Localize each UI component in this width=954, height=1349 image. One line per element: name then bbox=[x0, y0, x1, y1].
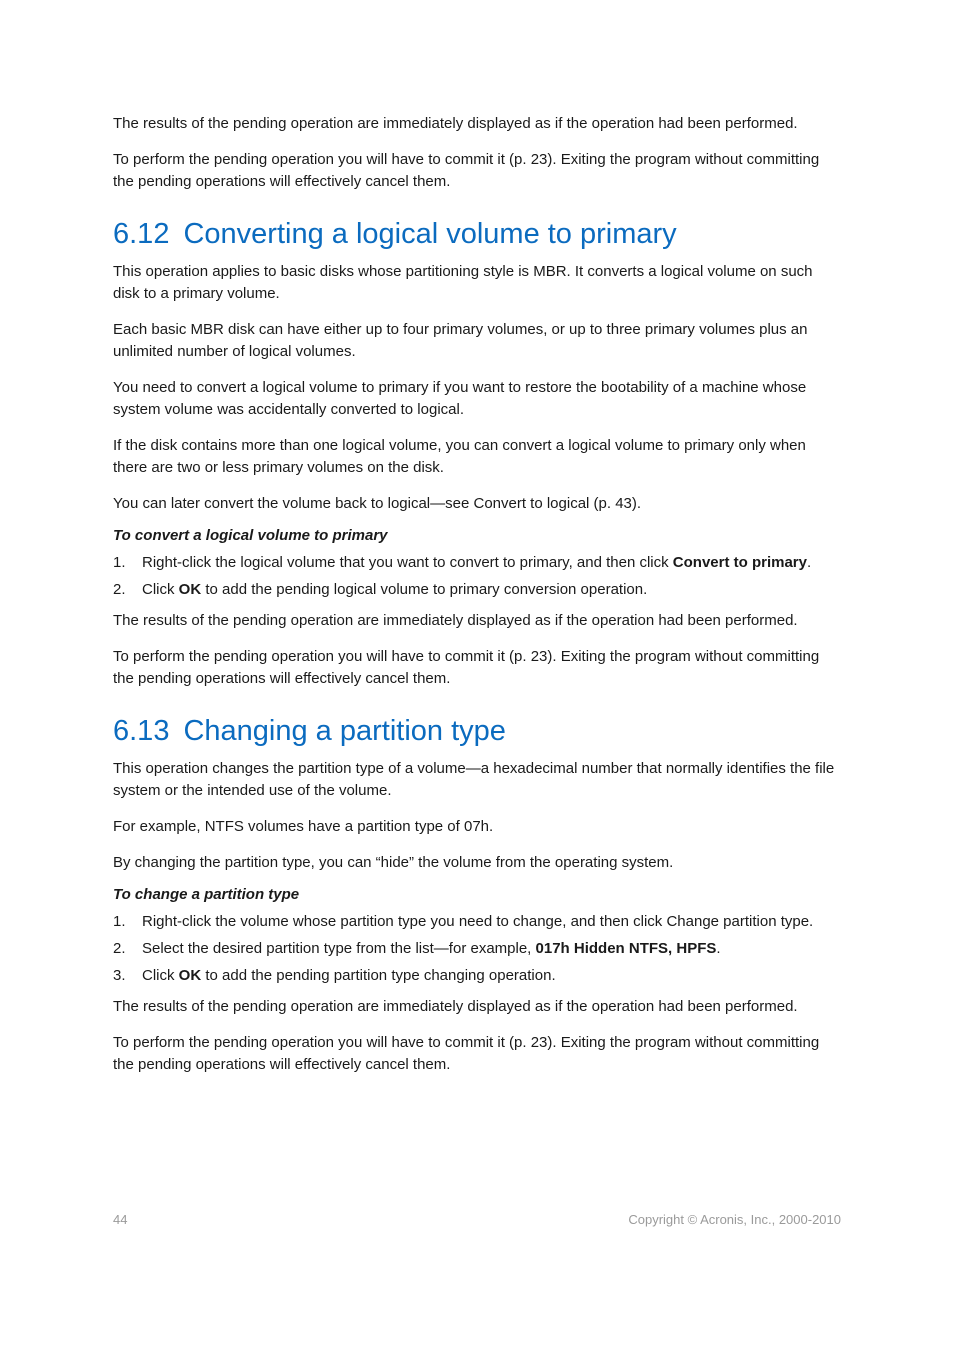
paragraph: By changing the partition type, you can “hide” the volume from the operating system. bbox=[113, 854, 674, 871]
step-number: 1. bbox=[113, 554, 126, 571]
paragraph: The results of the pending operation are immediately displayed as if the operation had been performed. bbox=[113, 612, 798, 629]
list-item bbox=[113, 938, 843, 960]
step-text-end: to add the pending logical volume to primary conversion operation. bbox=[201, 581, 648, 598]
section-heading-6-12 bbox=[113, 217, 843, 251]
procedure-title: To convert a logical volume to primary bbox=[113, 527, 388, 544]
list-item bbox=[113, 911, 843, 933]
step-number: 2. bbox=[113, 581, 126, 598]
step-number: 1. bbox=[113, 913, 126, 930]
step-ui-label: 017h Hidden NTFS, HPFS bbox=[535, 940, 717, 957]
step-text: Right-click the volume whose partition type you need to change, and then click Change partition type. bbox=[142, 913, 814, 930]
paragraph: If the disk contains more than one logical volume, you can convert a logical volume to primary only when there are two or less primary volumes on the disk. bbox=[113, 437, 806, 476]
step-text-end: . bbox=[807, 554, 812, 571]
step-number: 2. bbox=[113, 940, 126, 957]
paragraph: This operation applies to basic disks whose partitioning style is MBR. It converts a logical volume on such disk to a primary volume. bbox=[113, 263, 813, 302]
section-title: Converting a logical volume to primary bbox=[183, 218, 677, 250]
intro-paragraph-2: To perform the pending operation you will have to commit it (p. 23). Exiting the program without committing the pending operations will effectively cancel them. bbox=[113, 151, 820, 190]
intro-paragraph-1: The results of the pending operation are immediately displayed as if the operation had been performed. bbox=[113, 115, 798, 132]
list-item bbox=[113, 579, 843, 601]
document-page bbox=[113, 113, 843, 1090]
step-text: Click bbox=[142, 967, 179, 984]
list-item bbox=[113, 552, 843, 574]
section-number: 6.13 bbox=[113, 715, 170, 747]
page-footer bbox=[113, 1212, 841, 1227]
paragraph: The results of the pending operation are immediately displayed as if the operation had been performed. bbox=[113, 998, 798, 1015]
procedure-steps bbox=[113, 911, 843, 987]
paragraph: This operation changes the partition type of a volume—a hexadecimal number that normally identifies the file system or the intended use of the volume. bbox=[113, 760, 835, 799]
paragraph: You need to convert a logical volume to primary if you want to restore the bootability of a machine whose system volume was accidentally converted to logical. bbox=[113, 379, 807, 418]
step-text: Right-click the logical volume that you want to convert to primary, and then click bbox=[142, 554, 673, 571]
procedure-title: To change a partition type bbox=[113, 886, 300, 903]
paragraph: You can later convert the volume back to logical—see Convert to logical (p. 43). bbox=[113, 495, 642, 512]
step-ui-label: Convert to primary bbox=[672, 554, 807, 571]
step-ui-label: OK bbox=[178, 581, 202, 598]
copyright-notice: Copyright © Acronis, Inc., 2000-2010 bbox=[628, 1212, 841, 1227]
paragraph: Each basic MBR disk can have either up to four primary volumes, or up to three primary volumes plus an unlimited number of logical volumes. bbox=[113, 321, 808, 360]
step-text: Click bbox=[142, 581, 179, 598]
section-heading-6-13 bbox=[113, 714, 843, 748]
section-title: Changing a partition type bbox=[183, 715, 506, 747]
step-text-end: . bbox=[716, 940, 721, 957]
procedure-steps bbox=[113, 552, 843, 601]
step-ui-label: OK bbox=[178, 967, 202, 984]
step-text: Select the desired partition type from the list—for example, bbox=[142, 940, 536, 957]
step-number: 3. bbox=[113, 967, 126, 984]
list-item bbox=[113, 965, 843, 987]
page-number: 44 bbox=[113, 1212, 128, 1227]
paragraph: To perform the pending operation you will have to commit it (p. 23). Exiting the program without committing the pending operations will effectively cancel them. bbox=[113, 648, 820, 687]
paragraph: For example, NTFS volumes have a partition type of 07h. bbox=[113, 818, 494, 835]
section-number: 6.12 bbox=[113, 218, 170, 250]
paragraph: To perform the pending operation you will have to commit it (p. 23). Exiting the program without committing the pending operations will effectively cancel them. bbox=[113, 1034, 820, 1073]
step-text-end: to add the pending partition type changing operation. bbox=[201, 967, 556, 984]
